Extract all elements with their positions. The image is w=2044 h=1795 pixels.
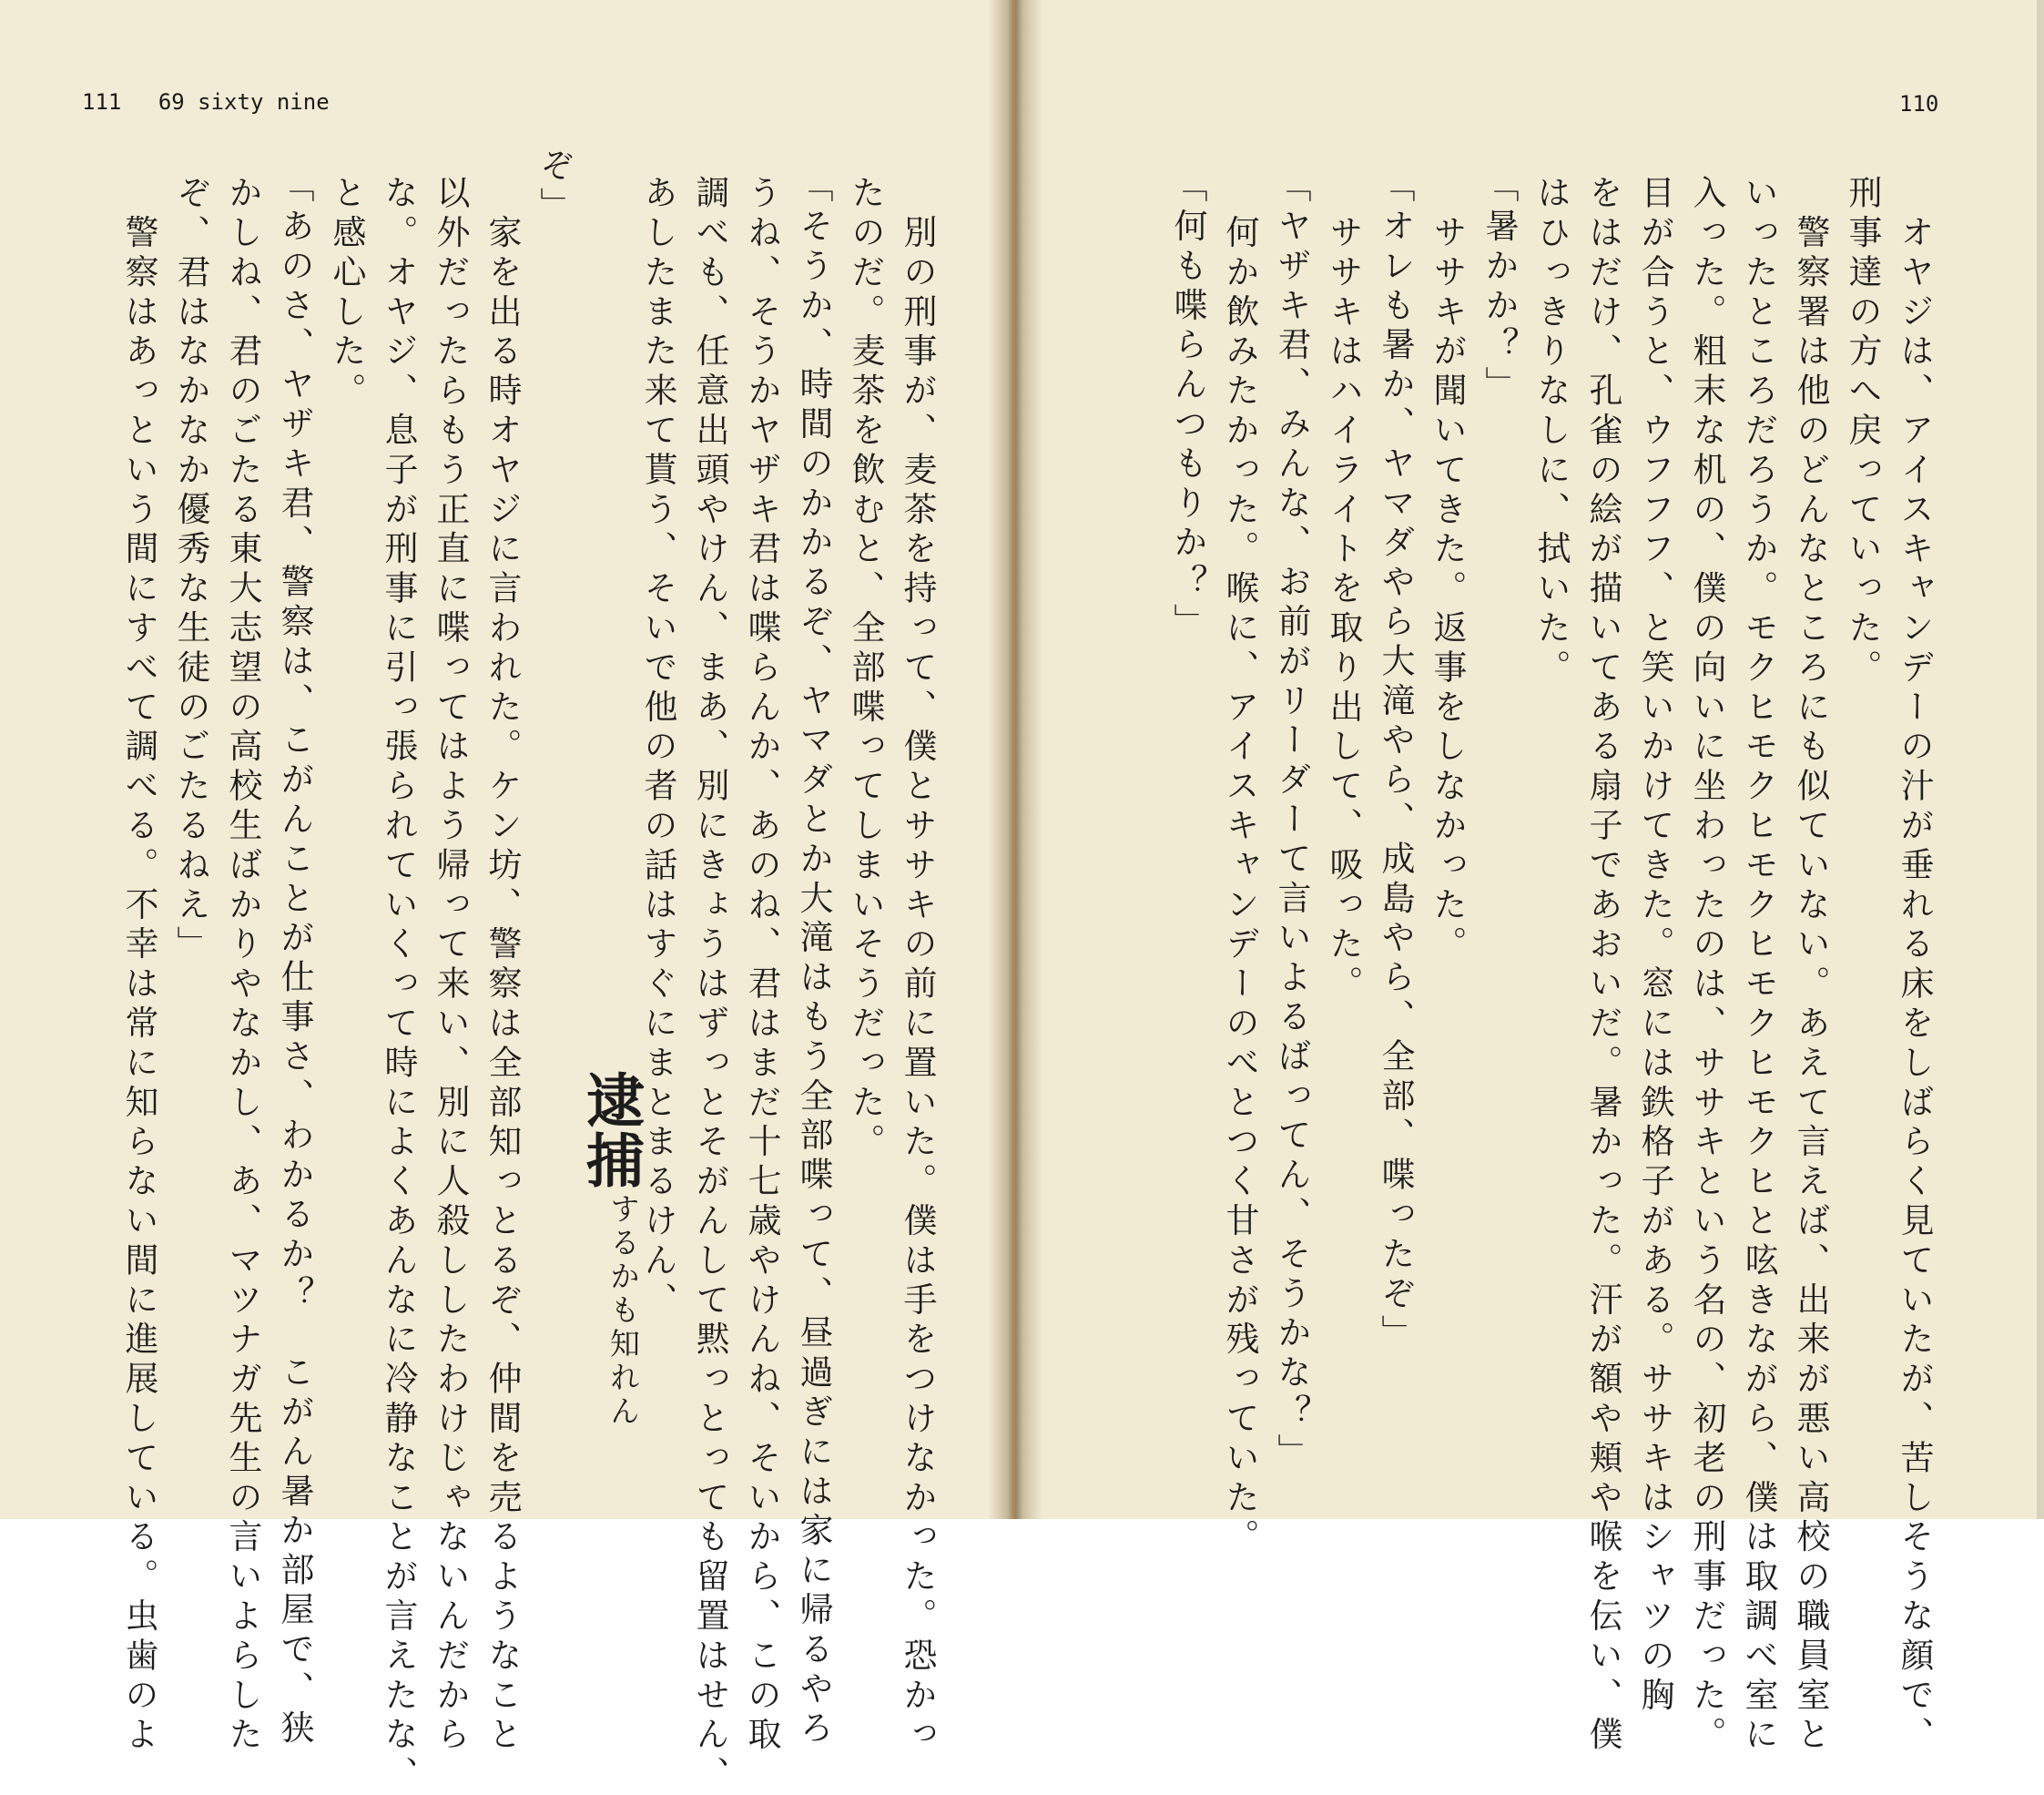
text-column: するかも知れん (605, 1193, 641, 1429)
text-column: 別の刑事が、麦茶を持って、僕とササキの前に置いた。僕は手をつけなかった。恐かっ (898, 175, 937, 1756)
text-column: あしたまた来て貰う、そいで他の者の話はすぐにまとまるけん、 (638, 175, 677, 1321)
text-column: ササキが聞いてきた。返事をしなかった。 (1428, 175, 1467, 965)
text-column: 「ヤザキ君、みんな、お前がリーダーて言いよるばってん、そうかな？」 (1272, 168, 1311, 1474)
text-column: オヤジは、アイスキャンデーの汁が垂れる床をしばらく見ていたが、苦しそうな顔で、 (1895, 175, 1934, 1756)
text-column: 警察はあっという間にすべて調べる。不幸は常に知らない間に進展している。虫歯のよ (119, 175, 158, 1756)
text-column: ササキはハイライトを取り出して、吸った。 (1324, 175, 1363, 1005)
text-column: 家を出る時オヤジに言われた。ケン坊、警察は全部知っとるぞ、仲間を売るようなこと (483, 175, 522, 1756)
right-page (1011, 0, 2044, 1519)
arrest-emphasis: 逮捕 (576, 1070, 645, 1190)
text-column: いったところだろうか。モクヒモクヒモクヒモクヒモクヒと呟きながら、僕は取調べ室に (1739, 175, 1778, 1756)
text-column: をはだけ、孔雀の絵が描いてある扇子であおいだ。暑かった。汗が額や頬や喉を伝い、僕 (1583, 175, 1622, 1757)
text-column: ぞ、君はなかなか優秀な生徒のごたるねえ」 (171, 175, 210, 965)
page-edge (2037, 0, 2044, 1519)
left-page-header (82, 89, 330, 115)
text-column: 以外だったらもう正直に喋ってはよう帰って来い、別に人殺ししたわけじゃないんだから (431, 175, 470, 1756)
text-column: 「あのさ、ヤザキ君、警察は、こがんことが仕事さ、わかるか？ こがん暑か部屋で、狭 (275, 168, 314, 1749)
text-column: ぞ」 (534, 148, 574, 227)
text-column: と感心した。 (327, 175, 366, 413)
text-column: 「暑かか？」 (1480, 168, 1519, 406)
text-column: たのだ。麦茶を飲むと、全部喋ってしまいそうだった。 (846, 175, 885, 1163)
text-column: 入った。粗末な机の、僕の向いに坐わったのは、ササキという名の、初老の刑事だった。 (1687, 175, 1726, 1756)
book-spine-edge (1012, 0, 1015, 1519)
text-column: 「そうか、時間のかかるぞ、ヤマダとか大滝はもう全部喋って、昼過ぎには家に帰るやろ (794, 168, 833, 1749)
text-column: はひっきりなしに、拭いた。 (1531, 175, 1571, 689)
text-column: な。オヤジ、息子が刑事に引っ張られていくって時によくあんなに冷静なことが言えたな、 (379, 175, 418, 1795)
text-column: 警察署は他のどんなところにも似ていない。あえて言えば、出来が悪い高校の職員室と (1791, 175, 1830, 1756)
left-page-number: 111 (82, 89, 122, 115)
text-column: 何か飲みたかった。喉に、アイスキャンデーのべとつく甘さが残っていた。 (1220, 175, 1259, 1558)
text-column: 調べも、任意出頭やけん、まあ、別にきょうはずっとそがんして黙っとっても留置はせん、 (690, 175, 729, 1795)
text-column: 刑事達の方へ戻っていった。 (1843, 175, 1882, 689)
text-column: うね、そうかヤザキ君は喋らんか、あのね、君はまだ十七歳やけんね、そいから、この取 (742, 175, 781, 1756)
text-column: 「何も喋らんつもりか？」 (1168, 168, 1207, 643)
text-column: かしね、君のごたる東大志望の高校生ばかりやなかし、あ、マツナガ先生の言いよらした (223, 175, 262, 1756)
text-column: 「オレも暑か、ヤマダやら大滝やら、成島やら、全部、喋ったぞ」 (1376, 168, 1415, 1354)
text-column: 目が合うと、ウフフフ、と笑いかけてきた。窓には鉄格子がある。ササキはシャツの胸 (1635, 175, 1674, 1717)
running-title: 69 sixty nine (158, 89, 330, 115)
right-page-number: 110 (1899, 91, 1939, 117)
